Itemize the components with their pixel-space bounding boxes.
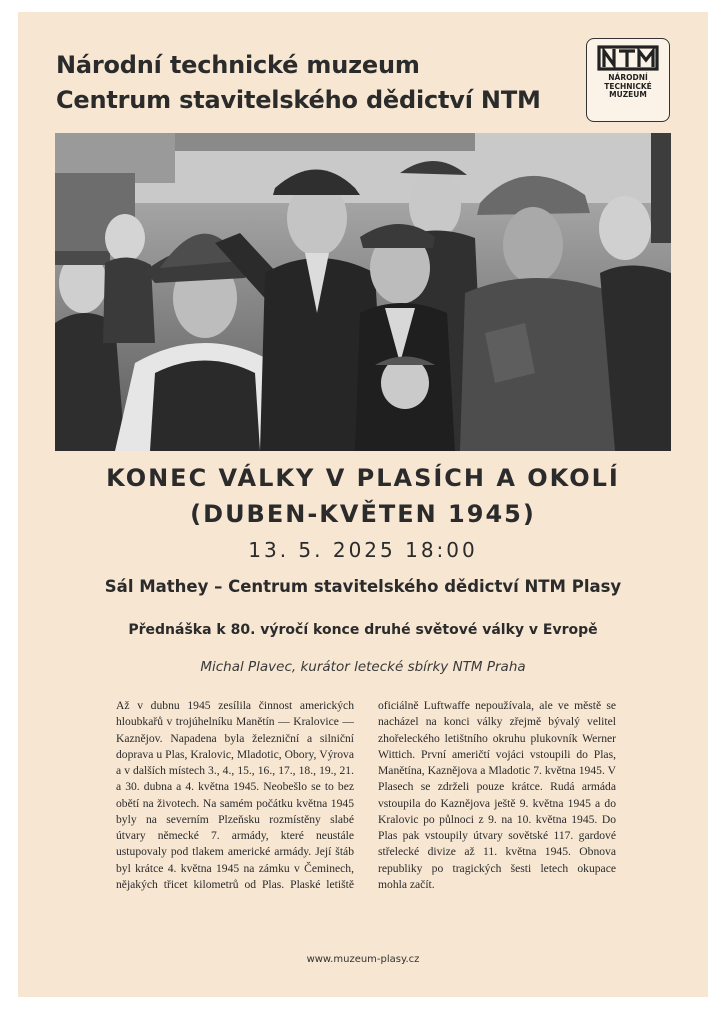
organization-name: Národní technické muzeum: [56, 51, 420, 79]
ntm-logo-mark: [597, 45, 659, 71]
event-title: [18, 460, 708, 532]
event-subtitle: Přednáška k 80. výročí konce druhé světové války v Evropě: [128, 622, 598, 638]
organization-header: [56, 48, 541, 118]
event-venue: Sál Mathey – Centrum stavitelského dědictví NTM Plasy: [104, 577, 622, 596]
photo-illustration: [55, 133, 671, 451]
logo-line-2: TECHNICKÉ: [604, 81, 652, 91]
logo-caption: [587, 74, 669, 100]
organization-subname: Centrum stavitelského dědictví NTM: [56, 86, 541, 114]
historical-photo: [55, 133, 671, 451]
logo-line-1: NÁRODNÍ: [608, 73, 648, 82]
article-body: Až v dubnu 1945 zesílila činnost amerických hloubkařů v trojúhelníku Manětín — Kralovice — Kaznějov. Napadena byla železniční a silniční doprava u Plas, Kralovic, Mladotic, Obory, Výrova a v dalších místech 3., 4., 15., 16., 17., 18., 19., 21. a 30. dubna a 4. května 1945. Neobešlo se to bez obětí na životech. Na samém počátku května 1945 byly na severním Plzeňsku rozmístěny slabé útvary německé 7. armády, které neustále ustupovaly pod tlakem americké armády. Její štáb byl krátce 4. května 1945 na zámku v Čeminech, nějakých třicet kilometrů od Plas. Plaské letiště oficiálně Luftwaffe nepoužívala, ale ve městě se nacházel na konci války zřejmě bývalý velitel zhořeleckého letištního okruhu plukovník Werner Wittich. První američtí vojáci vstoupili do Plas, Manětína, Kaznějova a Mladotic 7. května 1945. V Plasech se zdrželi pouze krátce. Rudá armáda vstoupila do Kaznějova ještě 9. května 1945 a do Kralovic po půlnoci z 9. na 10. května 1945. Do Plas pak vstoupily útvary sovětské 117. gardové střelecké divize až 11. května 1945. Obnova republiky po tragických šesti letech okupace mohla začít.: [116, 699, 616, 891]
logo-line-3: MUZEUM: [609, 90, 647, 99]
poster: [18, 12, 708, 997]
event-datetime: 13. 5. 2025 18:00: [248, 538, 478, 562]
website-link[interactable]: www.muzeum-plasy.cz: [306, 954, 420, 965]
event-speaker: Michal Plavec, kurátor letecké sbírky NTM Praha: [200, 659, 526, 675]
event-title-line-2: (DUBEN-KVĚTEN 1945): [190, 500, 536, 528]
ntm-logo: [586, 38, 670, 122]
event-title-line-1: KONEC VÁLKY V PLASÍCH A OKOLÍ: [106, 464, 620, 492]
